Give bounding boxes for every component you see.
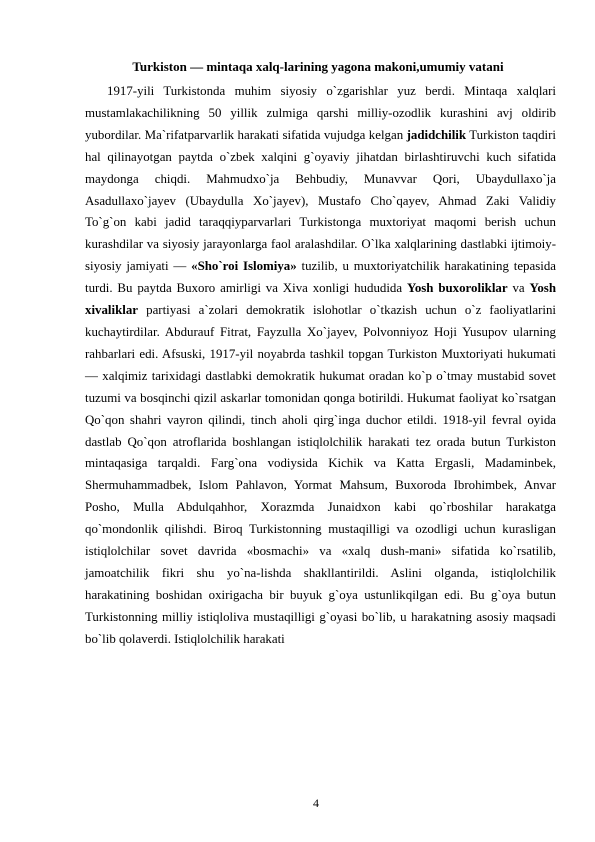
text-run: 1917-yili Turkistonda muhim siyosiy o`zgarishlar yuz berdi. Mintaqa xalqlari mustamlakachilikning 50 yillik zulmiga qarshi milliy-ozodlik kurashini avj oldirib yubordilar. Ma`rifatparvarlik harakati sifatida vujudga kelgan bbox=[85, 84, 556, 142]
bold-term-jadidchilik: jadidchilik bbox=[406, 127, 467, 142]
bold-term-shoroi-islomiya: «Sho`roi Islomiya» bbox=[191, 259, 297, 274]
bold-term-yosh-buxoroliklar: Yosh buxoroliklar bbox=[406, 281, 508, 296]
text-run: partiyasi a`zolari demokratik islohotlar o`tkazish uchun o`z faoliyatlarini kuchaytirdilar. Abdurauf Fitrat, Fayzulla Xo`jayev, Polvonniyoz Hoji Yusupov ularning rahbarlari edi. Afsuski, 1917-yil noyabrda tashkil topgan Turkiston Muxtoriyati hukumati — xalqimiz tarixidagi dastlabki demokratik hukumat oradan ko`p o`tmay mustabid sovet tuzumi va bosqinchi qizil askarlar tomonidan qonga botirildi. Hukumat faoliyat ko`rsatgan Qo`qon shahri vayron qilindi, tinch aholi qirg`inga duchor etildi. 1918-yil fevral oyida dastlab Qo`qon atroflarida boshlangan istiqlolchilik harakati tez orada butun Turkiston mintaqasiga tarqaldi. Farg`ona vodiysida Kichik va Katta Ergasli, Madaminbek, Shermuhammadbek, Islom Pahlavon, Yormat Mahsum, Buxoroda Ibrohimbek, Anvar Posho, Mulla Abdulqahhor, Xorazmda Junaidxon kabi qo`rboshilar harakatga qo`mondonlik qilishdi. Biroq Turkistonning mustaqilligi va ozodligi uchun kurasligan istiqlolchilar sovet davrida «bosmachi» va «xalq dush-mani» sifatida ko`rsatilib, jamoatchilik fikri shu yo`na-lishda shakllantirildi. Aslini olganda, istiqlolchilik harakatining boshidan oxirigacha bir buyuk g`oya ustunlikqilgan edi. Bu g`oya butun Turkistonning milliy istiqloliva mustaqilligi g`oyasi bo`lib, u harakatning asosiy maqsadi bo`lib qolaverdi. Istiqlolchilik harakati bbox=[85, 303, 556, 646]
body-paragraph bbox=[85, 81, 556, 651]
document-title: Turkiston — mintaqa xalq-larining yagona makoni,umumiy vatani bbox=[132, 59, 504, 74]
text-run: tuzilib, u muxtoriyatchilik harakatining tepasida turdi. Bu paytda Buxoro amirligi va Xiva xonligi hududida bbox=[85, 259, 556, 296]
text-run: va bbox=[507, 281, 530, 296]
text-run: Turkiston taqdiri hal qilinayotgan paytda o`zbek xalqini g`oyaviy jihatdan birlashtiruvchi kuch sifatida maydonga chiqdi. Mahmudxo`ja Behbudiy, Munavvar Qori, Ubaydullaxo`ja Asadullaxo`jayev (Ubaydulla Xo`jayev), Mustafo Cho`qayev, Ahmad Zaki Validiy To`g`on kabi jadid taraqqiyparvarlari Turkistonga muxtoriyat maqomi berish uchun kurashdilar va siyosiy jarayonlarga faol aralashdilar. O`lka xalqlarining dastlabki ijtimoiy-siyosiy jamiyati — bbox=[85, 127, 556, 274]
page-number: 4 bbox=[313, 796, 319, 810]
bold-term-yosh-xivaliklar: Yosh xivaliklar bbox=[85, 281, 556, 318]
